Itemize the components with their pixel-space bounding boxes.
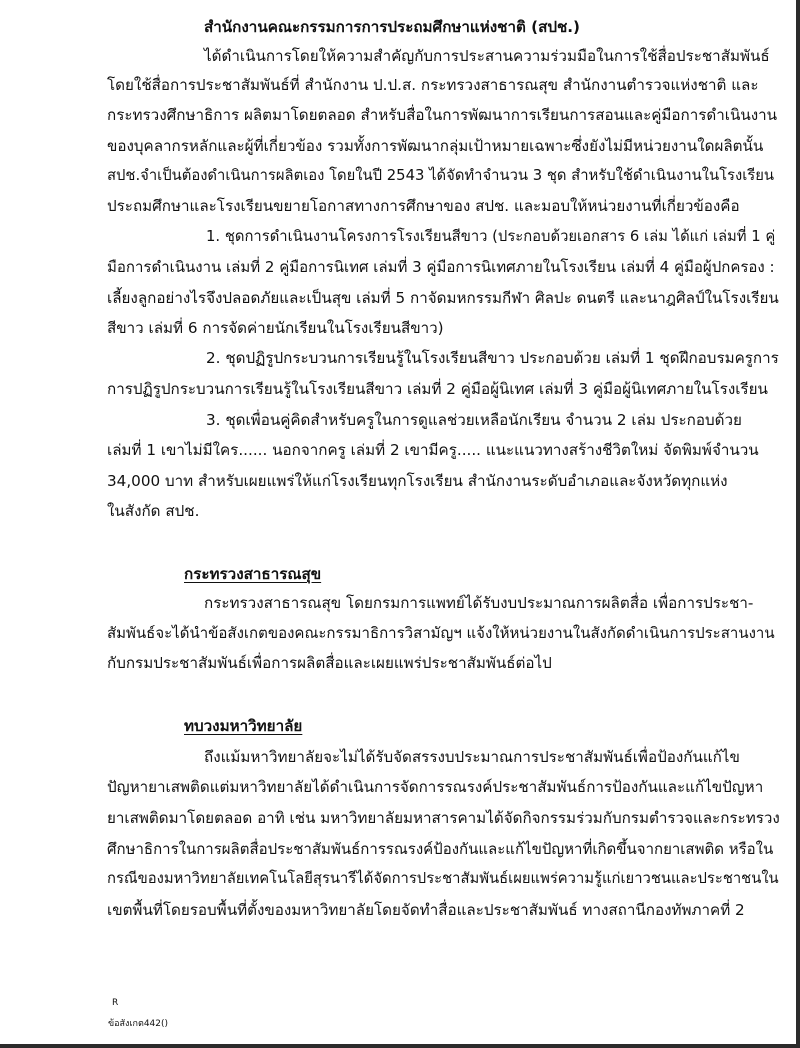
page-edge-bottom <box>0 1044 800 1048</box>
footer-reference: ข้อสังเกต442() <box>108 1019 169 1029</box>
paragraph-line: กับกรมประชาสัมพันธ์เพื่อการผลิตสื่อและเผยแพร่ประชาสัมพันธ์ต่อไป <box>107 654 552 672</box>
list-item-line: มือการดำเนินงาน เล่มที่ 2 คู่มือการนิเทศ เล่มที่ 3 คู่มือการนิเทศภายในโรงเรียน เล่มที่ 4 คู่มือผู้ปกครอง : <box>107 258 775 276</box>
paragraph-line: ได้ดำเนินการโดยให้ความสำคัญกับการประสานความร่วมมือในการใช้สื่อประชาสัมพันธ์ <box>204 47 770 65</box>
paragraph-line: กรณีของมหาวิทยาลัยเทคโนโลยีสุรนารีได้จัดการประชาสัมพันธ์เผยแพร่ความรู้แก่เยาวชนและประชาชนใน <box>107 870 779 887</box>
list-item-line: เลี้ยงลูกอย่างไรจึงปลอดภัยและเป็นสุข เล่มที่ 5 กาจัดมหกรรมกีฬา ศิลปะ ดนตรี และนาฎศิลป์ในโรงเรียน <box>107 289 779 307</box>
list-item-line: เล่มที่ 1 เขาไม่มีใคร...... นอกจากครู เล่มที่ 2 เขามีครู..... แนะแนวทางสร้างชีวิตใหม่ จัดพิมพ์จำนวน <box>107 441 759 459</box>
footer-mark: R <box>112 998 119 1008</box>
list-item-line: สีขาว เล่มที่ 6 การจัดค่ายนักเรียนในโรงเรียนสีขาว) <box>107 319 444 337</box>
paragraph-line: กระทรวงสาธารณสุข โดยกรมการแพทย์ได้รับงบประมาณการผลิตสื่อ เพื่อการประชา- <box>204 594 754 612</box>
list-item-line: 34,000 บาท สำหรับเผยแพร่ให้แก่โรงเรียนทุกโรงเรียน สำนักงานระดับอำเภอและจังหวัดทุกแห่ง <box>107 472 728 490</box>
paragraph-line: โดยใช้สื่อการประชาสัมพันธ์ที่ สำนักงาน ป.ป.ส. กระทรวงสาธารณสุข สำนักงานตำรวจแห่งชาติ และ <box>107 76 759 94</box>
paragraph-line: ปัญหายาเสพติดแต่มหาวิทยาลัยได้ดำเนินการจัดการรณรงค์ประชาสัมพันธ์การป้องกันและแก้ไขปัญหา <box>107 778 764 796</box>
paragraph-line: กระทรวงศึกษาธิการ ผลิตมาโดยตลอด สำหรับสื่อในการพัฒนาการเรียนการสอนและคู่มือการดำเนินงาน <box>107 106 778 124</box>
paragraph-line: สัมพันธ์จะได้นำข้อสังเกตของคณะกรรมาธิการวิสามัญฯ แจ้งให้หน่วยงานในสังกัดดำเนินการประสานงาน <box>107 624 775 642</box>
paragraph-line: สปช.จำเป็นต้องดำเนินการผลิตเอง โดยในปี 2543 ได้จัดทำจำนวน 3 ชุด สำหรับใช้ดำเนินงานในโรงเรียน <box>107 167 774 184</box>
paragraph-line: ถึงแม้มหาวิทยาลัยจะไม่ได้รับจัดสรรงบประมาณการประชาสัมพันธ์เพื่อป้องกันแก้ไข <box>204 748 740 766</box>
list-item-line: การปฏิรูปกระบวนการเรียนรู้ในโรงเรียนสีขาว เล่มที่ 2 คู่มือผู้นิเทศ เล่มที่ 3 คู่มือผู้นิเทศภายในโรงเรียน <box>107 380 768 398</box>
paragraph-line: ของบุคลากรหลักและผู้ที่เกี่ยวข้อง รวมทั้งการพัฒนากลุ่มเป้าหมายเฉพาะซึ่งยังไม่มีหน่วยงานใดผลิตนั้น <box>107 137 764 155</box>
paragraph-line: เขตพื้นที่โดยรอบพื้นที่ตั้งของมหาวิทยาลัยโดยจัดทำสื่อและประชาสัมพันธ์ ทางสถานีกองทัพภาคที่ 2 <box>107 901 745 919</box>
paragraph-line: ศึกษาธิการในการผลิตสื่อประชาสัมพันธ์การรณรงค์ป้องกันและแก้ไขปัญหาที่เกิดขึ้นจากยาเสพติด หรือใน <box>107 840 774 858</box>
list-item-line: ในสังกัด สปช. <box>107 502 200 520</box>
page-edge-right <box>796 0 800 1048</box>
section-heading-university-affairs: ทบวงมหาวิทยาลัย <box>184 717 303 735</box>
paragraph-line: ประถมศึกษาและโรงเรียนขยายโอกาสทางการศึกษาของ สปช. และมอบให้หน่วยงานที่เกี่ยวข้องคือ <box>107 197 740 215</box>
section-heading-public-health: กระทรวงสาธารณสุข <box>184 565 322 583</box>
list-item-line: 1. ชุดการดำเนินงานโครงการโรงเรียนสีขาว (ประกอบด้วยเอกสาร 6 เล่ม ได้แก่ เล่มที่ 1 คู่ <box>206 228 776 245</box>
document-heading: สำนักงานคณะกรรมการการประถมศึกษาแห่งชาติ (สปช.) <box>204 18 581 36</box>
list-item-line: 3. ชุดเพื่อนคู่คิดสำหรับครูในการดูแลช่วยเหลือนักเรียน จำนวน 2 เล่ม ประกอบด้วย <box>206 411 742 429</box>
list-item-line: 2. ชุดปฏิรูปกระบวนการเรียนรู้ในโรงเรียนสีขาว ประกอบด้วย เล่มที่ 1 ชุดฝึกอบรมครูการ <box>206 349 779 367</box>
paragraph-line: ยาเสพติดมาโดยตลอด อาทิ เช่น มหาวิทยาลัยมหาสารคามได้จัดกิจกรรมร่วมกับกรมตำรวจและกระทรวง <box>107 809 780 827</box>
